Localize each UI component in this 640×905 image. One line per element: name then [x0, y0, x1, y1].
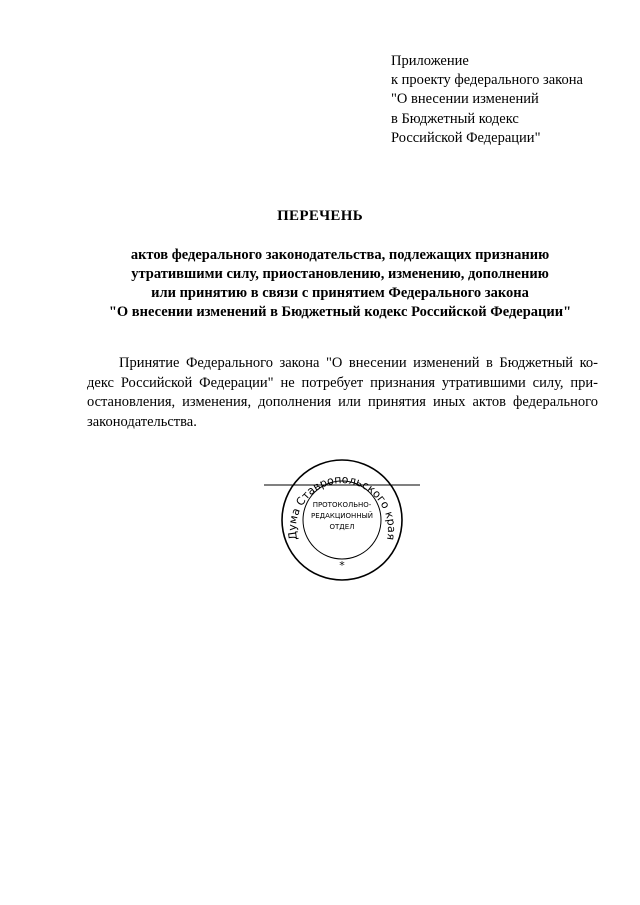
stamp-star-icon: * [339, 559, 345, 572]
appendix-line: в Бюджетный кодекс [391, 110, 519, 127]
subtitle-line: "О внесении изменений в Бюджетный кодекс Российской Федерации" [108, 304, 572, 320]
body-line: законодательства. [87, 413, 197, 430]
subtitle-line: утратившими силу, приостановлению, изменению, дополнению [131, 266, 549, 282]
body-line: остановления, изменения, дополнения или принятия иных актов федерального [87, 394, 598, 410]
body-paragraph [87, 354, 598, 432]
stamp-outer-text: Дума Ставропольского края [285, 473, 399, 542]
appendix-line: Приложение [391, 53, 469, 69]
appendix-line: "О внесении изменений [391, 91, 539, 108]
body-line: декс Российской Федерации" не потребует признания утратившими силу, при- [87, 374, 598, 391]
appendix-line: Российской Федерации" [391, 129, 541, 146]
body-line: Принятие Федерального закона "О внесении изменений в Бюджетный ко- [119, 355, 598, 371]
appendix-line: к проекту федерального закона [391, 72, 583, 89]
official-stamp [262, 455, 422, 585]
document-subtitle [60, 246, 620, 322]
subtitle-line: актов федерального законодательства, подлежащих признанию [130, 247, 550, 263]
stamp-inner-line: РЕДАКЦИОННЫЙ [311, 512, 373, 520]
stamp-inner-line: ПРОТОКОЛЬНО- [312, 501, 372, 509]
appendix-block [391, 52, 583, 148]
stamp-inner-line: ОТДЕЛ [329, 523, 355, 531]
document-title: ПЕРЕЧЕНЬ [277, 208, 363, 224]
subtitle-line: или принятию в связи с принятием Федерального закона [151, 285, 529, 301]
